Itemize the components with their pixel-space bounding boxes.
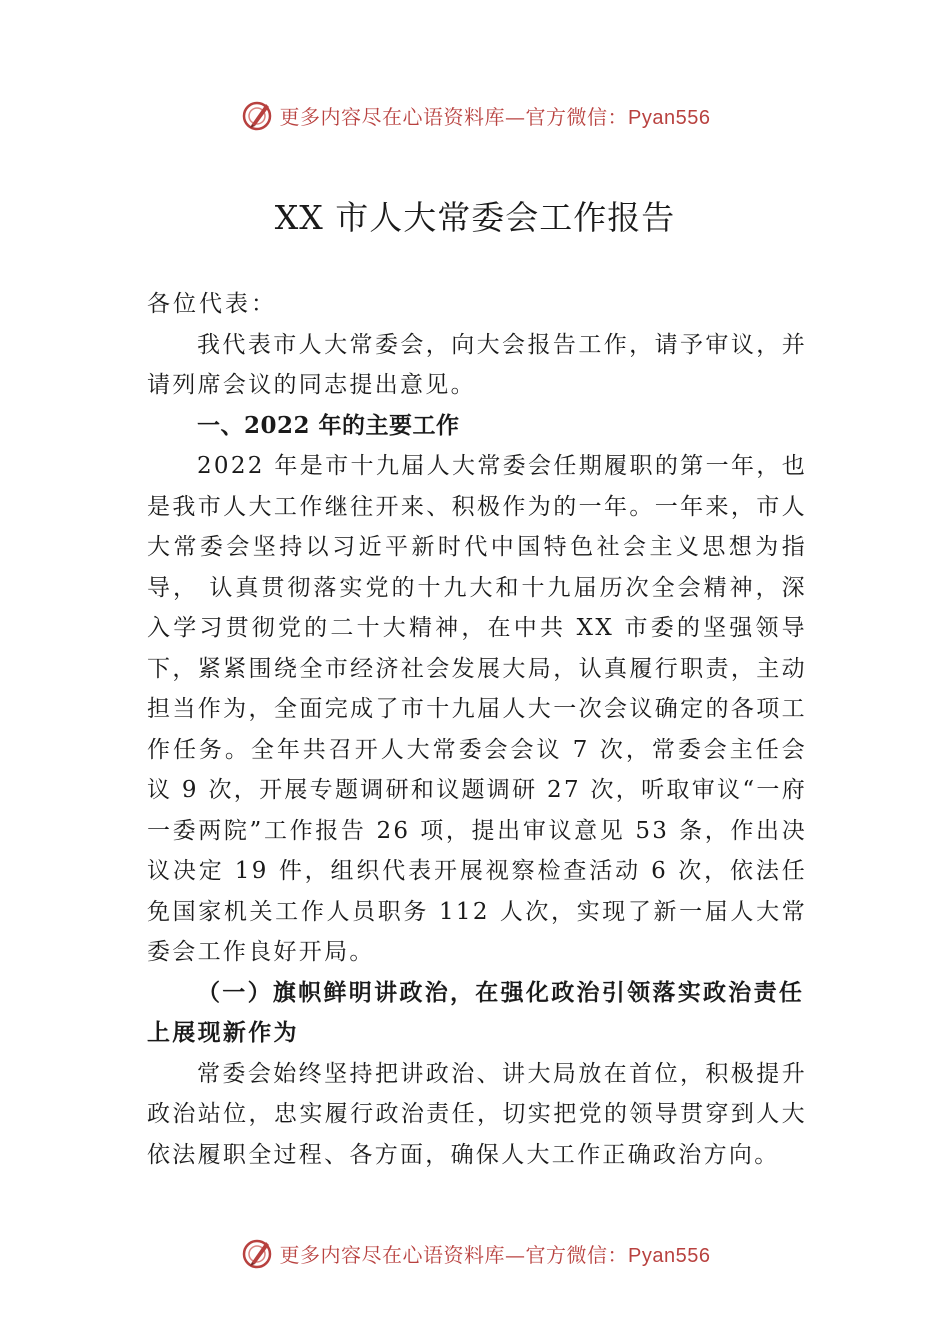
section-paragraph: 2022 年是市十九届人大常委会任期履职的第一年，也是我市人大工作继往开来、积极作为的一年。一年来，市人大常委会坚持以习近平新时代中国特色社会主义思想为指导， 认真贯彻落实党的十九大和十九届历次全会精神，深入学习贯彻党的二十大精神，在中共 XX 市委的坚强领导下，紧紧围绕全市经济社会发展大局，认真履行职责，主动担当作为，全面完成了市十九届人大一次会议确定的各项工作任务。全年共召开人大常委会会议 7 次，常委会主任会议 9 次，开展专题调研和议题调研 27 次，听取审议“一府一委两院”工作报告 26 项，提出审议意见 53 条，作出决议决定 19 件，组织代表开展视察检查活动 6 次，依法任免国家机关工作人员职务 112 人次，实现了新一届人大常委会工作良好开局。: [147, 453, 807, 965]
watermark-text: 更多内容尽在心语资料库—官方微信：Pyan556: [279, 1242, 711, 1267]
section-heading: 一、2022 年的主要工作: [197, 411, 460, 439]
watermark-banner-bottom: [0, 1233, 950, 1273]
pen-circle-logo-icon: [240, 1236, 274, 1270]
watermark-text: 更多内容尽在心语资料库—官方微信：Pyan556: [279, 104, 711, 129]
subsection-paragraph: 常委会始终坚持把讲政治、讲大局放在首位，积极提升政治站位，忠实履行政治责任，切实把党的领导贯穿到人大依法履职全过程、各方面，确保人大工作正确政治方向。: [147, 1060, 807, 1168]
pen-circle-logo-icon: [240, 98, 274, 132]
salutation: 各位代表：: [147, 291, 277, 317]
document-body: [147, 284, 807, 1175]
watermark-banner-top: [0, 95, 950, 135]
document-title: XX 市人大常委会工作报告: [274, 198, 676, 237]
intro-paragraph: 我代表市人大常委会，向大会报告工作，请予审议，并请列席会议的同志提出意见。: [147, 331, 807, 398]
subsection-heading: （一）旗帜鲜明讲政治，在强化政治引领落实政治责任上展现新作为: [147, 978, 805, 1046]
